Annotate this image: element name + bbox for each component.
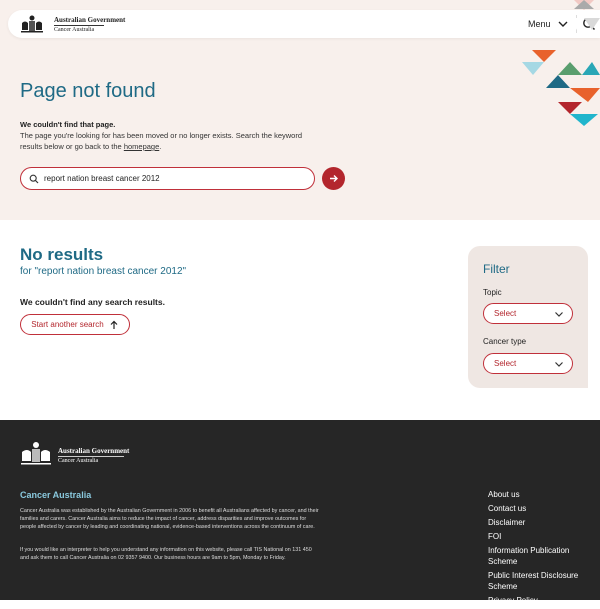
chevron-down-icon [554, 359, 564, 369]
footer-link-information-publication-scheme[interactable]: Information Publication Scheme [488, 546, 570, 566]
search-bar [20, 167, 315, 190]
topic-label: Topic [483, 288, 502, 297]
start-another-search-button[interactable] [20, 314, 130, 335]
footer-links [488, 489, 588, 609]
footer-interpreter-text: If you would like an interpreter to help you understand any information on this website, please call TIS National on 131 450 and ask them to call Cancer Australia on 02 9357 9400. Our business hours are 9am to 5pm, Monday to Friday. [20, 547, 312, 561]
decorative-triangles [518, 0, 600, 130]
menu-label: Menu [528, 19, 551, 29]
description-text: The page you're looking for has been moved or no longer exists. Search the keyword results below or go back to the [20, 131, 303, 151]
filter-panel [468, 246, 588, 388]
site-header [8, 10, 600, 38]
footer-logo-divider [58, 456, 124, 457]
hero-section [0, 0, 600, 220]
cancer-type-select-value: Select [494, 359, 517, 368]
arrow-up-icon [109, 320, 119, 330]
coat-of-arms-logo[interactable] [20, 440, 52, 466]
coat-of-arms-logo[interactable] [20, 14, 44, 34]
footer-heading: Cancer Australia [20, 490, 92, 500]
chevron-down-icon [554, 309, 564, 319]
not-found-message: We couldn't find that page. [20, 120, 116, 129]
footer-link-foi[interactable]: FOI [488, 532, 502, 541]
arrow-right-icon [328, 173, 339, 184]
footer-link-about-us[interactable]: About us [488, 490, 520, 499]
footer-gov-name: Australian Government [58, 447, 130, 455]
gov-name: Australian Government [54, 16, 126, 24]
search-icon [29, 174, 39, 184]
cancer-type-select[interactable] [483, 353, 573, 374]
cancer-type-label: Cancer type [483, 337, 527, 346]
agency-name: Cancer Australia [54, 27, 95, 33]
filter-title: Filter [483, 262, 510, 276]
footer-link-privacy-policy[interactable]: Privacy Policy [488, 596, 538, 605]
search-input[interactable] [44, 174, 304, 183]
logo-divider [54, 25, 104, 26]
topic-select-value: Select [494, 309, 517, 318]
topic-select[interactable] [483, 303, 573, 324]
results-query: for "report nation breast cancer 2012" [20, 266, 187, 277]
search-submit-button[interactable] [322, 167, 345, 190]
start-another-search-label: Start another search [31, 320, 104, 329]
no-results-message: We couldn't find any search results. [20, 297, 165, 307]
results-title: No results [20, 245, 104, 264]
footer-about-text: Cancer Australia was established by the Australian Government in 2006 to benefit all Australians affected by cancer, and their families and carers. Cancer Australia aims to reduce the impact of cancer, address disparities and improve outcomes for people affected by cancer by leading and coordinating national, evidence-based interventions across the continuum of care. [20, 508, 319, 530]
footer-link-public-interest-disclosure-scheme[interactable]: Public Interest Disclosure Scheme [488, 571, 579, 591]
description-end: . [159, 142, 162, 151]
not-found-description [20, 130, 310, 152]
footer-agency-name: Cancer Australia [58, 458, 99, 464]
site-footer [0, 420, 600, 605]
page-title: Page not found [20, 80, 156, 102]
homepage-link[interactable]: homepage [123, 142, 160, 151]
footer-link-disclaimer[interactable]: Disclaimer [488, 518, 526, 527]
footer-link-contact-us[interactable]: Contact us [488, 504, 527, 513]
